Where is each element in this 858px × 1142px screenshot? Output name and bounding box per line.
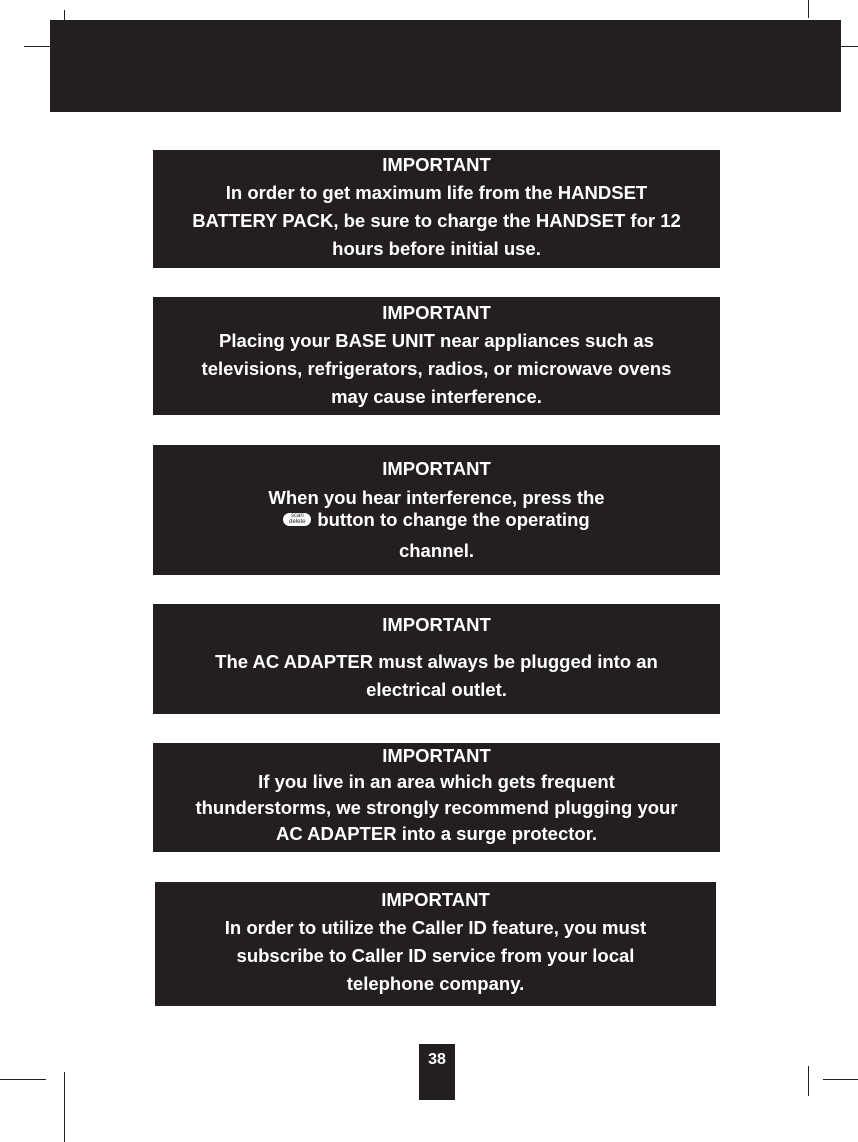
page-number: 38 [419, 1044, 455, 1100]
notice-line: televisions, refrigerators, radios, or microwave ovens [201, 358, 672, 379]
notice-line: In order to utilize the Caller ID feature, you must [224, 917, 647, 938]
notice-line: AC ADAPTER into a surge protector. [275, 823, 598, 844]
notice-line: Placing your BASE UNIT near appliances such as [219, 330, 654, 351]
notice-title: IMPORTANT [381, 889, 490, 910]
important-notice-caller-id [155, 882, 716, 1006]
notice-title: IMPORTANT [382, 745, 491, 766]
header-band [50, 20, 841, 112]
notice-title: IMPORTANT [382, 302, 491, 323]
notice-line: subscribe to Caller ID service from your local [236, 945, 635, 966]
crop-mark [24, 46, 50, 47]
important-notice-battery [153, 150, 720, 268]
crop-mark [808, 1066, 809, 1096]
important-notice-surge-protector [153, 743, 720, 852]
notice-line: If you live in an area which gets frequent [258, 771, 615, 792]
notice-line [153, 509, 720, 531]
notice-line: thunderstorms, we strongly recommend plugging your [195, 797, 678, 818]
notice-line: BATTERY PACK, be sure to charge the HANDSET for 12 [192, 210, 681, 231]
notice-line-text: button to change the operating [317, 509, 590, 530]
notice-title: IMPORTANT [382, 154, 491, 175]
notice-title: IMPORTANT [382, 458, 491, 479]
notice-line: In order to get maximum life from the HANDSET [225, 182, 648, 203]
notice-line: channel. [398, 540, 475, 561]
scan-delete-button-icon [283, 513, 311, 526]
notice-title: IMPORTANT [382, 614, 491, 635]
notice-line: When you hear interference, press the [268, 487, 605, 508]
important-notice-interference [153, 297, 720, 415]
crop-mark [0, 1079, 46, 1080]
crop-mark [64, 1072, 65, 1142]
notice-line: hours before initial use. [332, 238, 541, 259]
notice-line: may cause interference. [331, 386, 542, 407]
crop-mark [808, 0, 809, 18]
notice-line: The AC ADAPTER must always be plugged into an [215, 651, 658, 672]
important-notice-ac-adapter [153, 604, 720, 714]
notice-line: electrical outlet. [366, 679, 507, 700]
delete-label: delete [289, 518, 306, 525]
notice-line: telephone company. [346, 973, 525, 994]
crop-mark [823, 1079, 858, 1080]
important-notice-channel [153, 445, 720, 575]
crop-mark [841, 46, 858, 47]
scan-label: scan [290, 512, 304, 519]
